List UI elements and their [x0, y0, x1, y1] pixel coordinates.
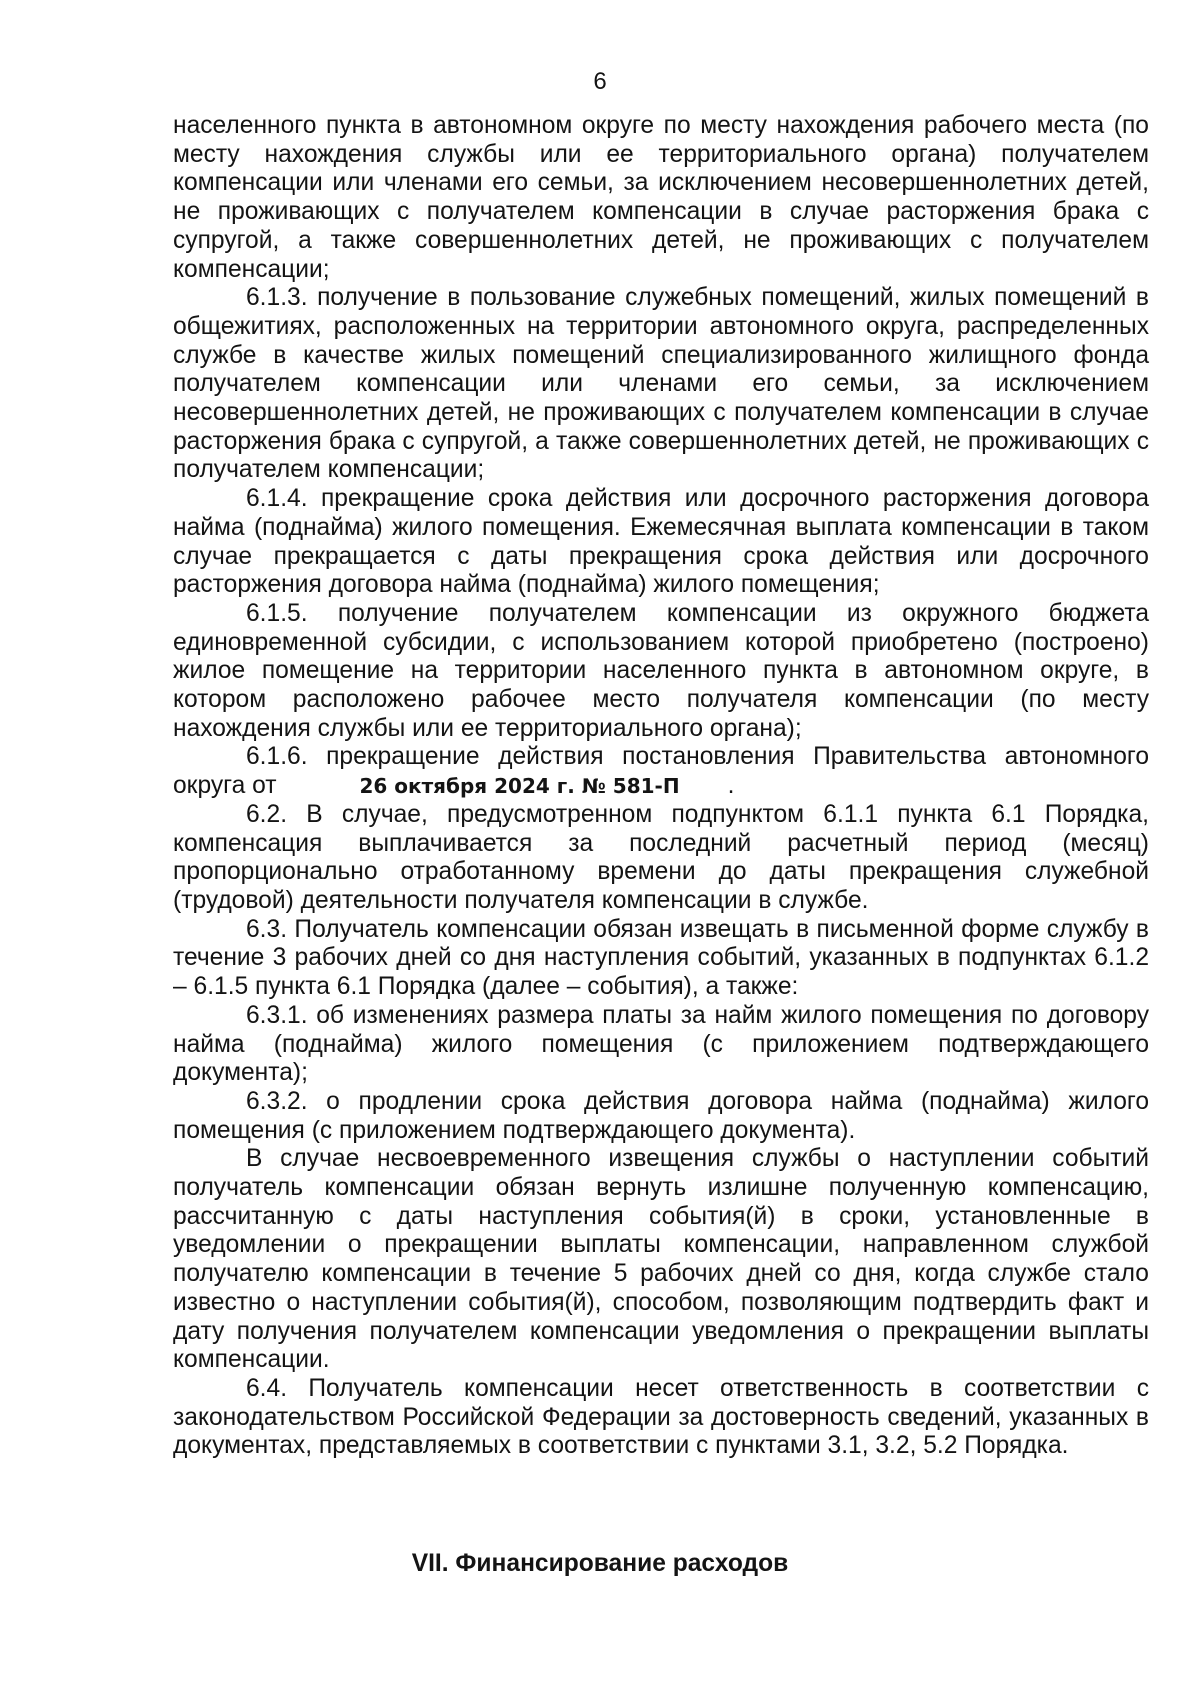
paragraph-6-3-2: 6.3.2. о продлении срока действия договора найма (поднайма) жилого помещения (с приложением подтверждающего документа). [173, 1087, 1149, 1144]
section-title: VII. Финансирование расходов [411, 1550, 789, 1577]
paragraph-6-1-6-text: 6.1.6. прекращение действия постановления Правительства автономного округа от [173, 743, 1149, 800]
document-body [173, 112, 1149, 1461]
paragraph-6-3: 6.3. Получатель компенсации обязан извещать в письменной форме службу в течение 3 рабочих дней со дня наступления событий, указанных в подпунктах 6.1.2 – 6.1.5 пункта 6.1 Порядка (далее – события), а также: [173, 915, 1149, 1001]
paragraph-6-3-1: 6.3.1. об изменениях размера платы за найм жилого помещения по договору найма (поднайма) жилого помещения (с приложением подтверждающего документа); [173, 1001, 1149, 1087]
paragraph-6-4: 6.4. Получатель компенсации несет ответственность в соответствии с законодательством Российской Федерации за достоверность сведений, указанных в документах, представляемых в соответствии с пунктами 3.1, 3.2, 5.2 Порядка. [173, 1374, 1149, 1460]
paragraph-6-1-4: 6.1.4. прекращение срока действия или досрочного расторжения договора найма (поднайма) жилого помещения. Ежемесячная выплата компенсации в таком случае прекращается с даты прекращения срока действия или досрочного расторжения договора найма (поднайма) жилого помещения; [173, 485, 1149, 599]
paragraph-6-1-3: 6.1.3. получение в пользование служебных помещений, жилых помещений в общежитиях, расположенных на территории автономного округа, распределенных службе в качестве жилых помещений специализированного жилищного фонда получателем компенсации или членами его семьи, за исключением несовершеннолетних детей, не проживающих с получателем компенсации в случае расторжения брака с супругой, а также совершеннолетних детей, не проживающих с получателем компенсации; [173, 284, 1149, 484]
paragraph-6-2: 6.2. В случае, предусмотренном подпунктом 6.1.1 пункта 6.1 Порядка, компенсация выплачивается за последний расчетный период (месяц) пропорционально отработанному времени до даты прекращения служебной (трудовой) деятельности получателя компенсации в службе. [173, 800, 1149, 914]
page-number: 6 [593, 68, 607, 95]
paragraph-late-notice: В случае несвоевременного извещения службы о наступлении событий получатель компенсации обязан вернуть излишне полученную компенсацию, рассчитанную с даты наступления события(й) в сроки, установленные в уведомлении о прекращении выплаты компенсации, направленном службой получателю компенсации в течение 5 рабочих дней со дня, когда службе стало известно о наступлении события(й), способом, позволяющим подтвердить факт и дату получения получателем компенсации уведомления о прекращении выплаты компенсации. [173, 1145, 1149, 1374]
paragraph-continuation: населенного пункта в автономном округе по месту нахождения рабочего места (по месту нахождения службы или ее территориального органа) получателем компенсации или членами его семьи, за исключением несовершеннолетних детей, не проживающих с получателем компенсации в случае расторжения брака с супругой, а также совершеннолетних детей, не проживающих с получателем компенсации; [173, 112, 1149, 283]
paragraph-6-1-6 [173, 743, 1149, 800]
paragraph-6-1-6-end: . [727, 772, 735, 800]
date-number-stamp: 26 октября 2024 г. № 581-П [359, 774, 680, 799]
paragraph-6-1-5: 6.1.5. получение получателем компенсации из окружного бюджета единовременной субсидии, с использованием которой приобретено (построено) жилое помещение на территории населенного пункта в автономном округе, в котором расположено рабочее место получателя компенсации (по месту нахождения службы или ее территориального органа); [173, 599, 1149, 742]
